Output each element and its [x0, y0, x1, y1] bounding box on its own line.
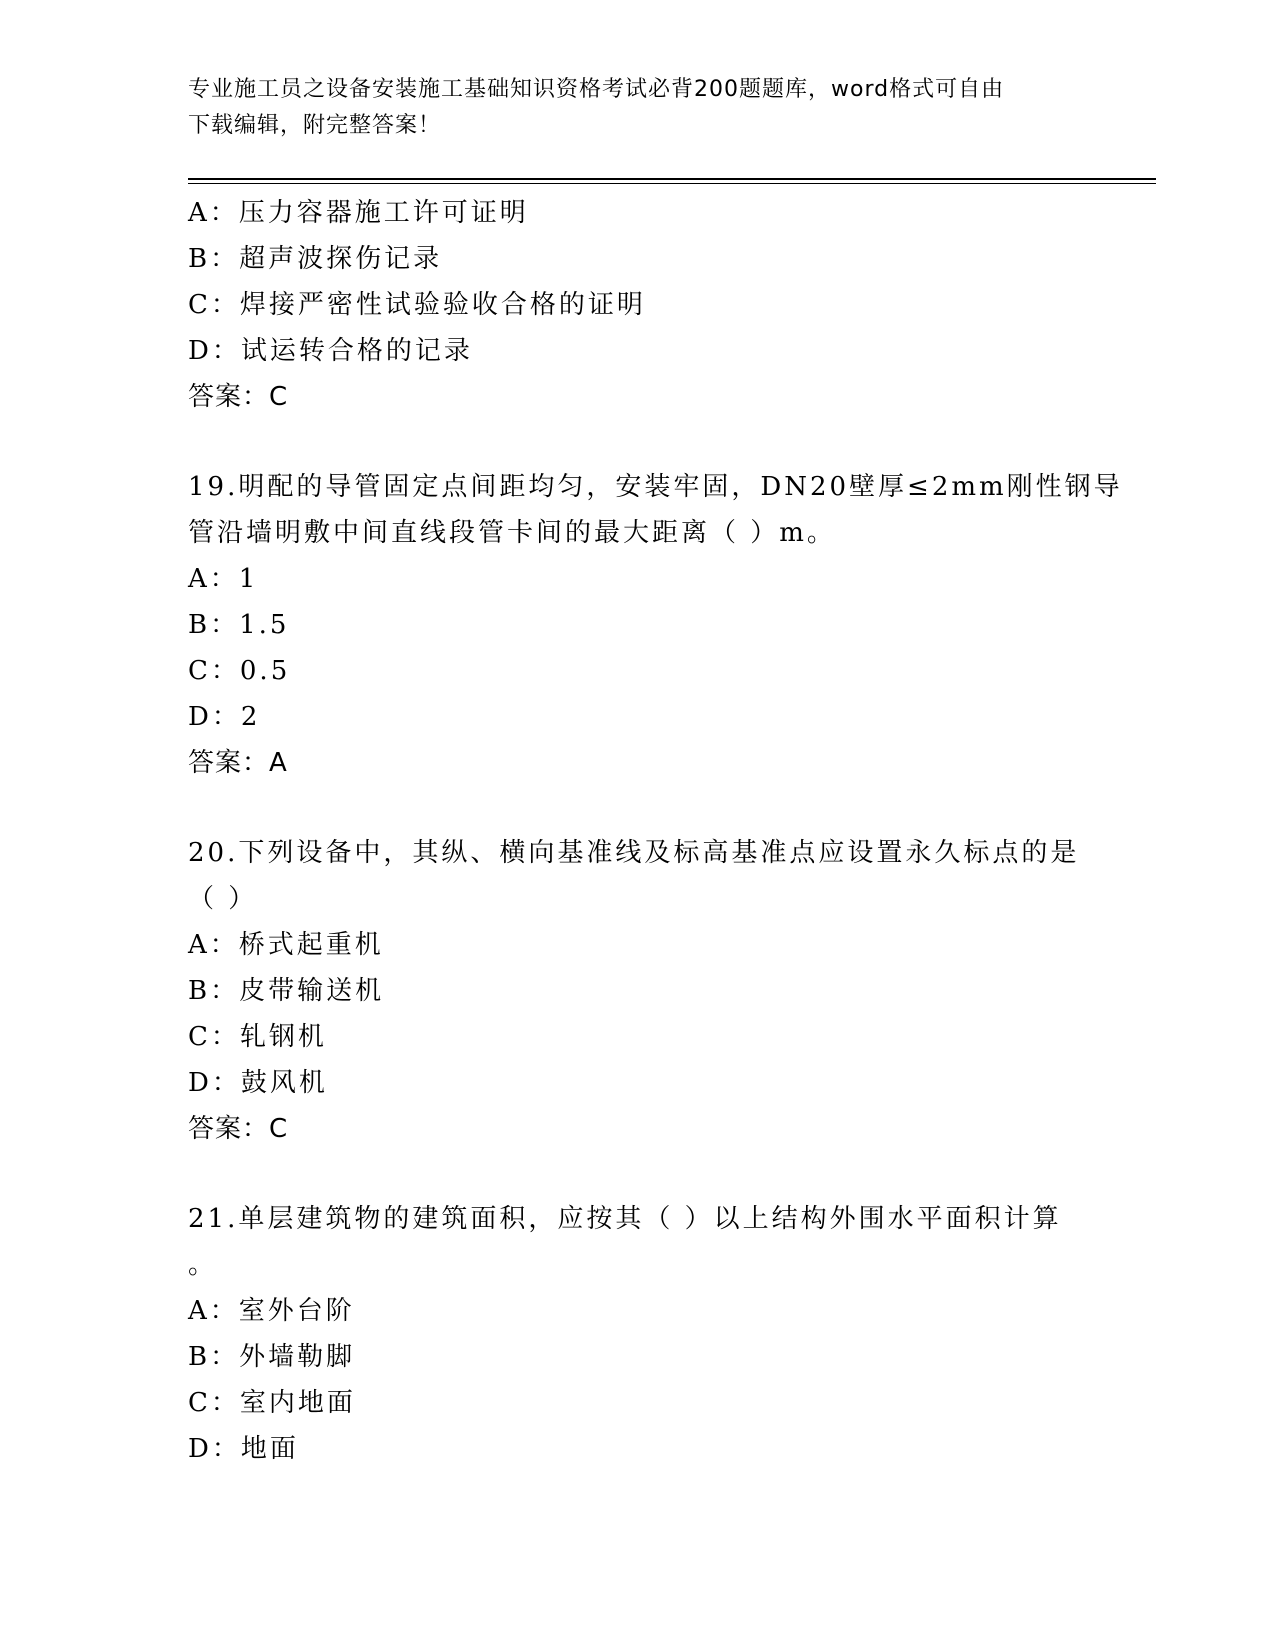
option-c: C：0.5	[188, 656, 291, 686]
question-18-options	[188, 190, 1128, 420]
option-d: D：鼓风机	[188, 1068, 328, 1098]
question-stem-line-2: 。	[188, 1250, 218, 1280]
question-stem-line-1: 19.明配的导管固定点间距均匀，安装牢固，DN20壁厚≤2mm刚性钢导	[188, 472, 1123, 502]
option-a: A：桥式起重机	[188, 930, 384, 960]
option-b: B：外墙勒脚	[188, 1342, 356, 1372]
option-a: A：1	[188, 564, 259, 594]
question-stem-line-1: 20.下列设备中，其纵、横向基准线及标高基准点应设置永久标点的是	[188, 838, 1080, 868]
answer: 答案：C	[188, 382, 289, 412]
option-c: C：焊接严密性试验验收合格的证明	[188, 290, 646, 320]
header-line-2: 下载编辑，附完整答案！	[188, 113, 442, 138]
option-c: C：轧钢机	[188, 1022, 327, 1052]
option-d: D：地面	[188, 1434, 299, 1464]
option-a: A：压力容器施工许可证明	[188, 198, 529, 228]
option-c: C：室内地面	[188, 1388, 356, 1418]
header-divider-thin	[188, 183, 1156, 184]
header-divider	[188, 178, 1156, 180]
question-content	[188, 190, 1128, 1472]
question-20	[188, 830, 1128, 1152]
question-stem-line-1: 21.单层建筑物的建筑面积，应按其（ ）以上结构外围水平面积计算	[188, 1204, 1062, 1234]
option-d: D：2	[188, 702, 261, 732]
header-line-1: 专业施工员之设备安装施工基础知识资格考试必背200题题库，word格式可自由	[188, 77, 1005, 102]
option-b: B：超声波探伤记录	[188, 244, 443, 274]
option-b: B：皮带输送机	[188, 976, 385, 1006]
option-d: D：试运转合格的记录	[188, 336, 473, 366]
question-21	[188, 1196, 1128, 1472]
option-b: B：1.5	[188, 610, 290, 640]
option-a: A：室外台阶	[188, 1296, 355, 1326]
question-stem-line-2: （ ）	[188, 884, 258, 914]
answer: 答案：C	[188, 1114, 289, 1144]
answer: 答案：A	[188, 748, 288, 778]
question-stem-line-2: 管沿墙明敷中间直线段管卡间的最大距离（ ）m。	[188, 518, 836, 548]
document-header	[188, 72, 1068, 144]
question-19	[188, 464, 1128, 786]
